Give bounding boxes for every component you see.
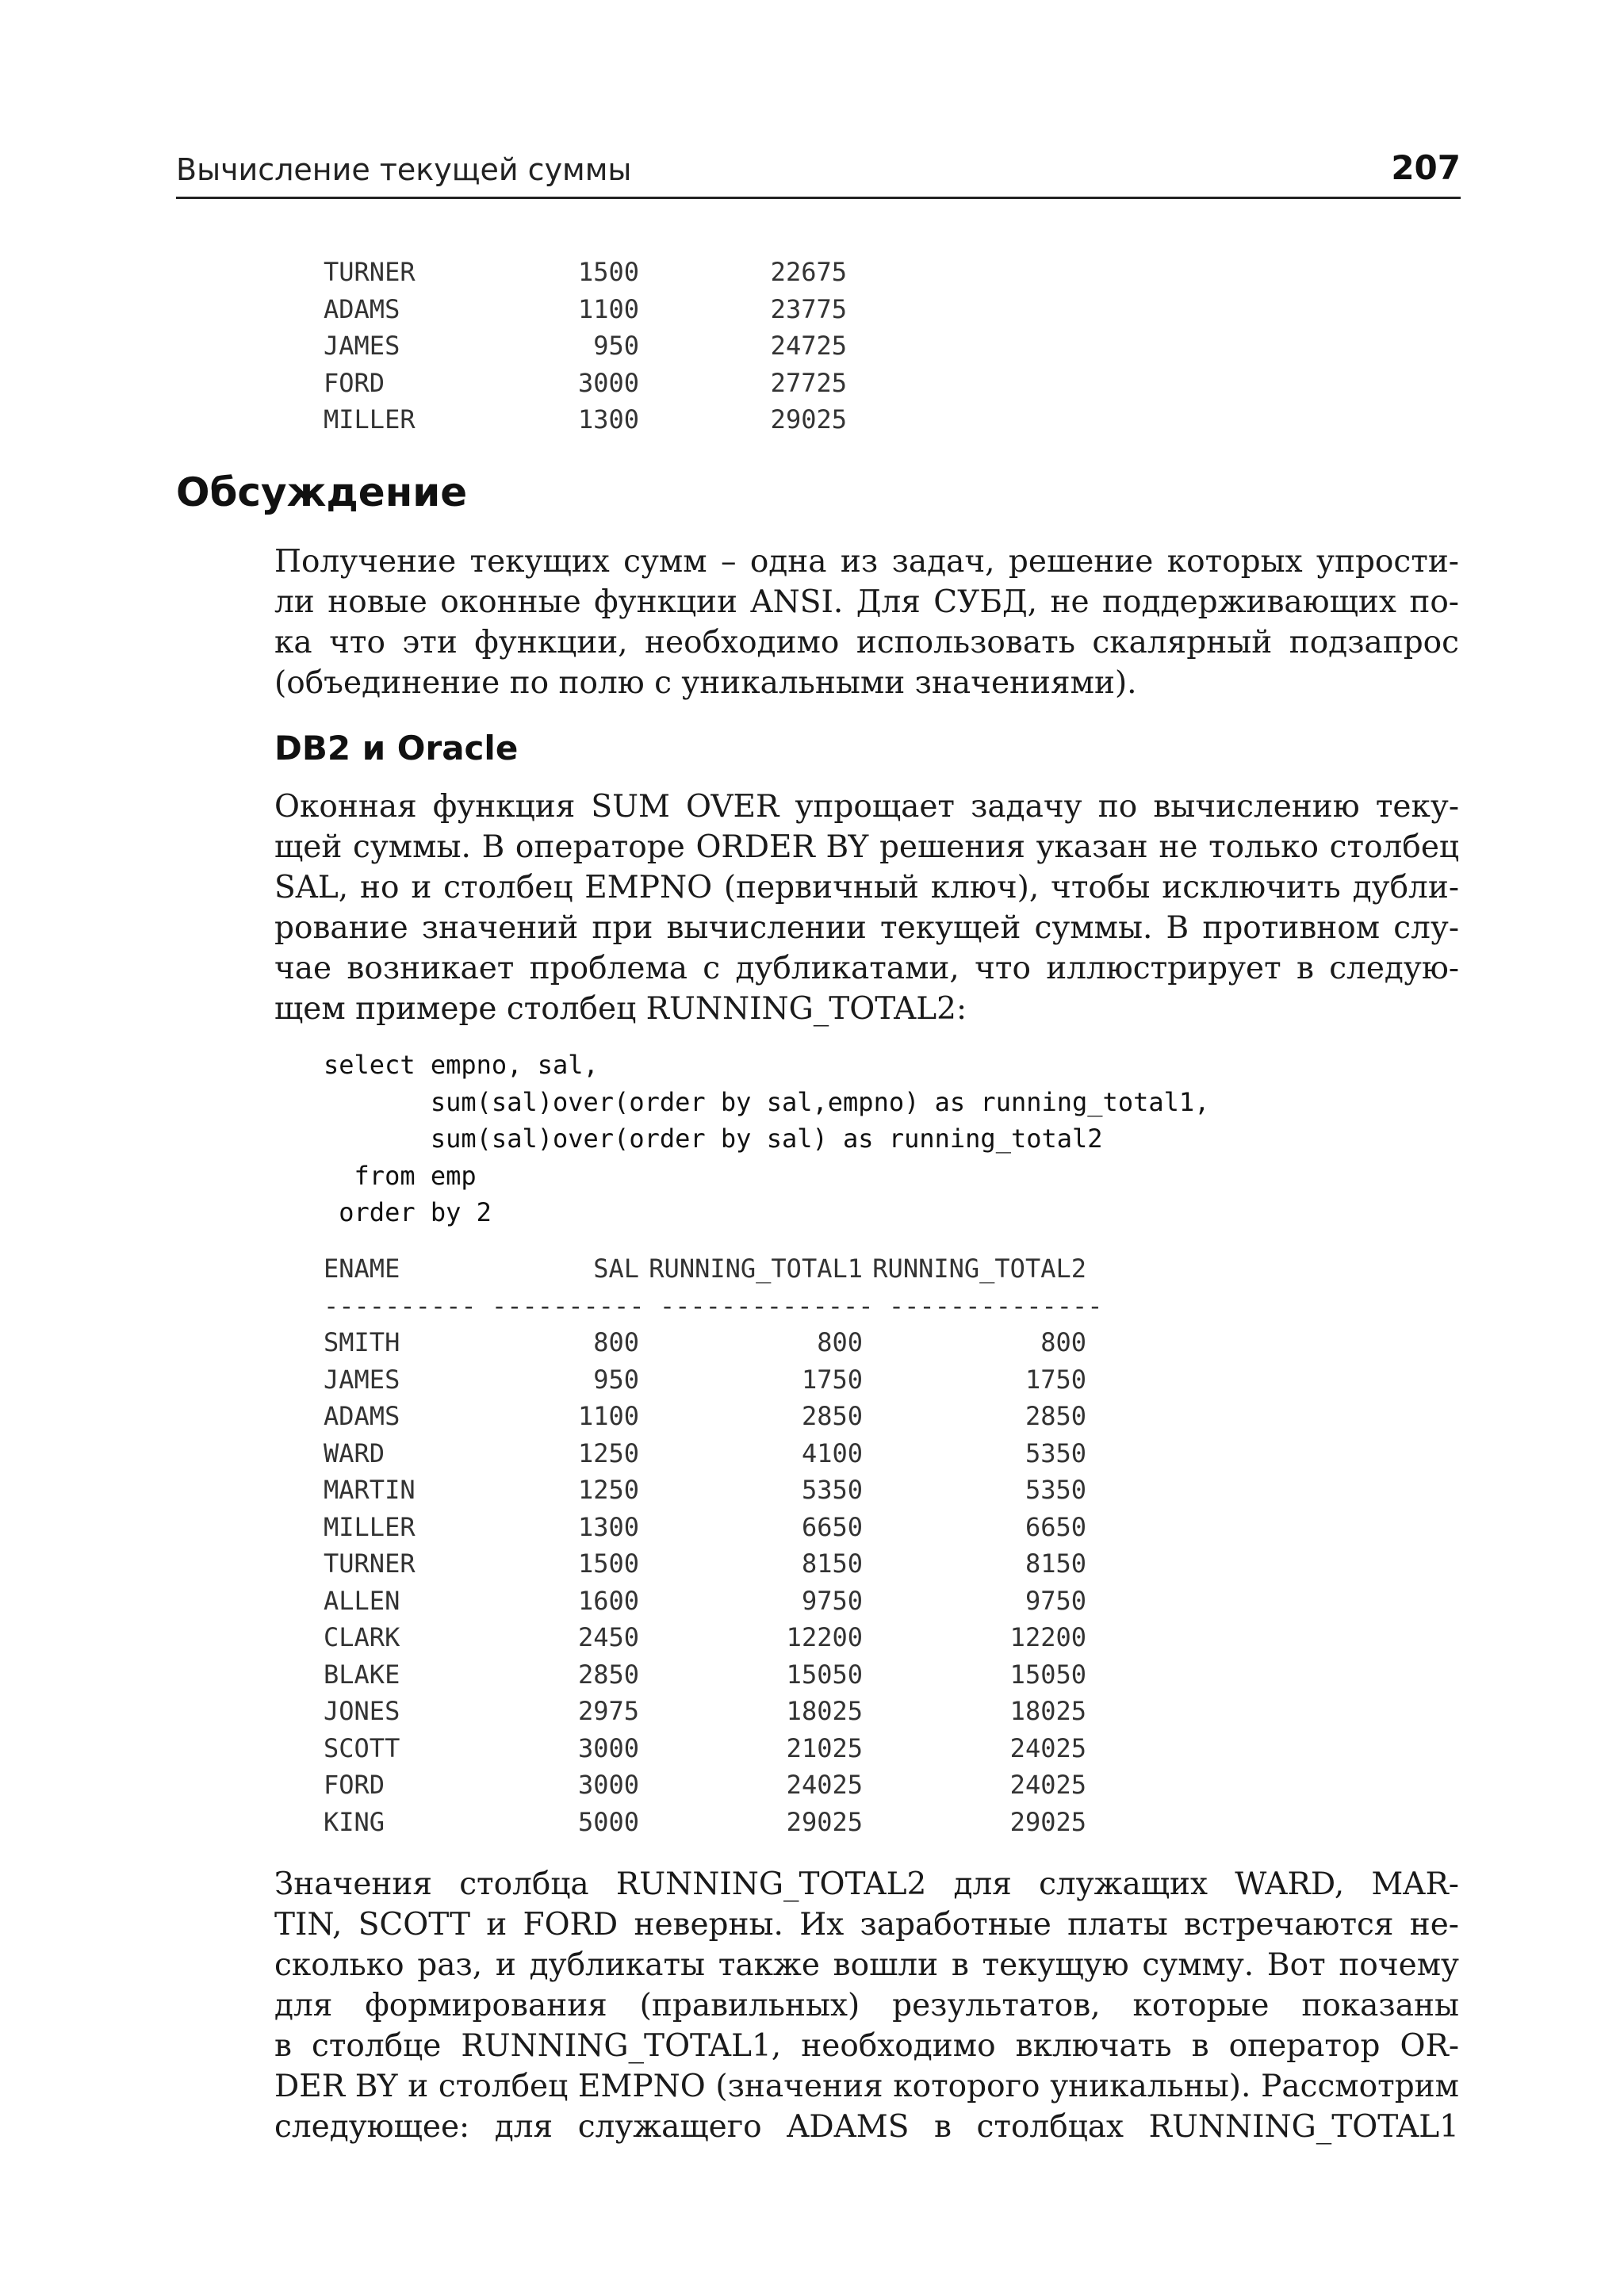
cell-ename: SMITH <box>324 1327 400 1357</box>
paragraph-line: SAL, но и столбец EMPNO (первичный ключ), чтобы исключить дубли- <box>274 870 1459 905</box>
cell-sal: 950 <box>593 1364 639 1395</box>
sql-code-block <box>324 1047 1209 1231</box>
table-row <box>324 1693 1101 1730</box>
cell-running-total: 23775 <box>770 293 847 324</box>
cell-running-total1: 12200 <box>786 1622 863 1652</box>
cell-running-total2: 12200 <box>1009 1622 1086 1652</box>
paragraph-line: ка что эти функции, необходимо использовать скалярный подзапрос <box>274 625 1459 660</box>
cell-ename: MARTIN <box>324 1475 416 1505</box>
cell-sal: 1250 <box>577 1475 639 1505</box>
cell-running-total1: 800 <box>817 1327 863 1357</box>
cell-running-total1: 2850 <box>801 1401 863 1431</box>
paragraph-explanation <box>274 1864 1459 2147</box>
table-row <box>324 1656 1101 1694</box>
table-row <box>324 1509 1101 1546</box>
cell-running-total: 27725 <box>770 367 847 398</box>
page-number: 207 <box>1391 148 1461 187</box>
cell-running-total2: 2850 <box>1025 1401 1086 1431</box>
cell-running-total2: 5350 <box>1025 1437 1086 1468</box>
cell-sal: 950 <box>593 331 639 361</box>
cell-sal: 1100 <box>577 293 639 324</box>
cell-running-total2: 1750 <box>1025 1364 1086 1395</box>
cell-ename: TURNER <box>324 1548 416 1579</box>
cell-running-total1: 9750 <box>801 1585 863 1616</box>
table-row <box>324 401 879 438</box>
code-line: from emp <box>324 1160 477 1191</box>
cell-running-total: 24725 <box>770 331 847 361</box>
table-row <box>324 1767 1101 1804</box>
paragraph-line: щей суммы. В операторе ORDER BY решения указан не только столбец <box>274 829 1459 865</box>
cell-running-total2: 29025 <box>1009 1806 1086 1837</box>
cell-running-total1: 29025 <box>786 1806 863 1837</box>
table-header-row <box>324 1250 1101 1288</box>
cell-sal: 3000 <box>577 1770 639 1800</box>
cell-sal: 2850 <box>577 1659 639 1690</box>
running-header <box>176 149 1461 199</box>
cell-running-total1: 21025 <box>786 1732 863 1763</box>
paragraph-line: щем примере столбец RUNNING_TOTAL2: <box>274 991 967 1027</box>
cell-ename: ALLEN <box>324 1585 400 1616</box>
table-row <box>324 1619 1101 1656</box>
cell-running-total2: 24025 <box>1009 1770 1086 1800</box>
cell-ename: ADAMS <box>324 293 400 324</box>
cell-ename: BLAKE <box>324 1659 400 1690</box>
header-separator: ---------- ---------- -------------- -------------- <box>324 1290 1103 1321</box>
cell-running-total: 29025 <box>770 404 847 434</box>
cell-running-total1: 6650 <box>801 1511 863 1542</box>
cell-running-total1: 15050 <box>786 1659 863 1690</box>
table-row <box>324 291 879 328</box>
table-row <box>324 1472 1101 1509</box>
table-row <box>324 254 879 291</box>
cell-ename: MILLER <box>324 1511 416 1542</box>
cell-running-total1: 1750 <box>801 1364 863 1395</box>
code-line: order by 2 <box>324 1197 492 1227</box>
paragraph-line: чае возникает проблема с дубликатами, что иллюстрирует в следую- <box>274 951 1459 986</box>
table-row <box>324 365 879 402</box>
cell-running-total2: 8150 <box>1025 1548 1086 1579</box>
cell-ename: KING <box>324 1806 385 1837</box>
cell-sal: 3000 <box>577 1732 639 1763</box>
paragraph-line: рование значений при вычислении текущей суммы. В противном слу- <box>274 910 1459 946</box>
paragraph-line: сколько раз, и дубликаты также вошли в текущую сумму. Вот почему <box>274 1947 1459 1983</box>
cell-sal: 3000 <box>577 367 639 398</box>
cell-running-total2: 5350 <box>1025 1475 1086 1505</box>
paragraph-line: (объединение по полю с уникальными значениями). <box>274 665 1137 701</box>
cell-sal: 800 <box>593 1327 639 1357</box>
header-sal: SAL <box>593 1254 639 1284</box>
header-running-total2: RUNNING_TOTAL2 <box>872 1254 1086 1284</box>
paragraph-line: в столбце RUNNING_TOTAL1, необходимо включать в оператор OR- <box>274 2028 1459 2064</box>
cell-sal: 1300 <box>577 404 639 434</box>
cell-running-total2: 9750 <box>1025 1585 1086 1616</box>
cell-ename: JAMES <box>324 331 400 361</box>
cell-ename: JAMES <box>324 1364 400 1395</box>
cell-ename: SCOTT <box>324 1732 400 1763</box>
code-line: sum(sal)over(order by sal,empno) as running_total1, <box>324 1086 1210 1117</box>
paragraph-line: для формирования (правильных) результатов, которые показаны <box>274 1988 1459 2023</box>
paragraph-line: ли новые оконные функции ANSI. Для СУБД, не поддерживающих по- <box>274 584 1459 620</box>
cell-ename: MILLER <box>324 404 416 434</box>
table-row <box>324 1730 1101 1767</box>
cell-ename: FORD <box>324 367 385 398</box>
cell-running-total1: 18025 <box>786 1696 863 1726</box>
cell-ename: WARD <box>324 1437 385 1468</box>
table-row <box>324 327 879 365</box>
cell-running-total2: 18025 <box>1009 1696 1086 1726</box>
cell-sal: 1250 <box>577 1437 639 1468</box>
cell-sal: 1300 <box>577 1511 639 1542</box>
cell-running-total1: 24025 <box>786 1770 863 1800</box>
code-line: sum(sal)over(order by sal) as running_total2 <box>324 1124 1103 1154</box>
cell-running-total1: 4100 <box>801 1437 863 1468</box>
cell-running-total2: 15050 <box>1009 1659 1086 1690</box>
paragraph-line: TIN, SCOTT и FORD неверны. Их заработные платы встречаются не- <box>274 1907 1459 1943</box>
cell-sal: 2450 <box>577 1622 639 1652</box>
table-row <box>324 1583 1101 1620</box>
running-total-result-table <box>324 1250 1101 1840</box>
cell-ename: JONES <box>324 1696 400 1726</box>
paragraph-line: Значения столбца RUNNING_TOTAL2 для служащих WARD, MAR- <box>274 1866 1459 1902</box>
cell-sal: 2975 <box>577 1696 639 1726</box>
cell-running-total1: 5350 <box>801 1475 863 1505</box>
cell-ename: FORD <box>324 1770 385 1800</box>
paragraph-intro <box>274 542 1459 703</box>
paragraph-line: Оконная функция SUM OVER упрощает задачу по вычислению теку- <box>274 789 1459 825</box>
table-row <box>324 1804 1101 1841</box>
cell-ename: TURNER <box>324 257 416 287</box>
header-running-total1: RUNNING_TOTAL1 <box>649 1254 863 1284</box>
top-result-table <box>324 254 879 438</box>
table-row <box>324 1361 1101 1399</box>
table-row <box>324 1398 1101 1435</box>
table-row <box>324 1435 1101 1472</box>
cell-sal: 1100 <box>577 1401 639 1431</box>
paragraph-line: DER BY и столбец EMPNO (значения которого уникальны). Рассмотрим <box>274 2069 1459 2104</box>
cell-sal: 1500 <box>577 257 639 287</box>
header-ename: ENAME <box>324 1254 400 1284</box>
cell-sal: 5000 <box>577 1806 639 1837</box>
paragraph-sum-over <box>274 787 1459 1029</box>
table-row <box>324 1545 1101 1583</box>
cell-ename: CLARK <box>324 1622 400 1652</box>
cell-running-total2: 6650 <box>1025 1511 1086 1542</box>
cell-running-total2: 24025 <box>1009 1732 1086 1763</box>
cell-sal: 1600 <box>577 1585 639 1616</box>
paragraph-line: следующее: для служащего ADAMS в столбцах RUNNING_TOTAL1 <box>274 2109 1459 2145</box>
paragraph-line: Получение текущих сумм – одна из задач, решение которых упрости- <box>274 544 1459 580</box>
section-heading: Обсуждение <box>176 469 468 515</box>
cell-running-total: 22675 <box>770 257 847 287</box>
code-line: select empno, sal, <box>324 1050 599 1080</box>
cell-ename: ADAMS <box>324 1401 400 1431</box>
running-title: Вычисление текущей суммы <box>176 152 632 187</box>
cell-running-total1: 8150 <box>801 1548 863 1579</box>
subsection-heading: DB2 и Oracle <box>274 729 519 768</box>
table-separator-row <box>324 1288 1101 1325</box>
cell-sal: 1500 <box>577 1548 639 1579</box>
cell-running-total2: 800 <box>1040 1327 1086 1357</box>
table-row <box>324 1324 1101 1361</box>
